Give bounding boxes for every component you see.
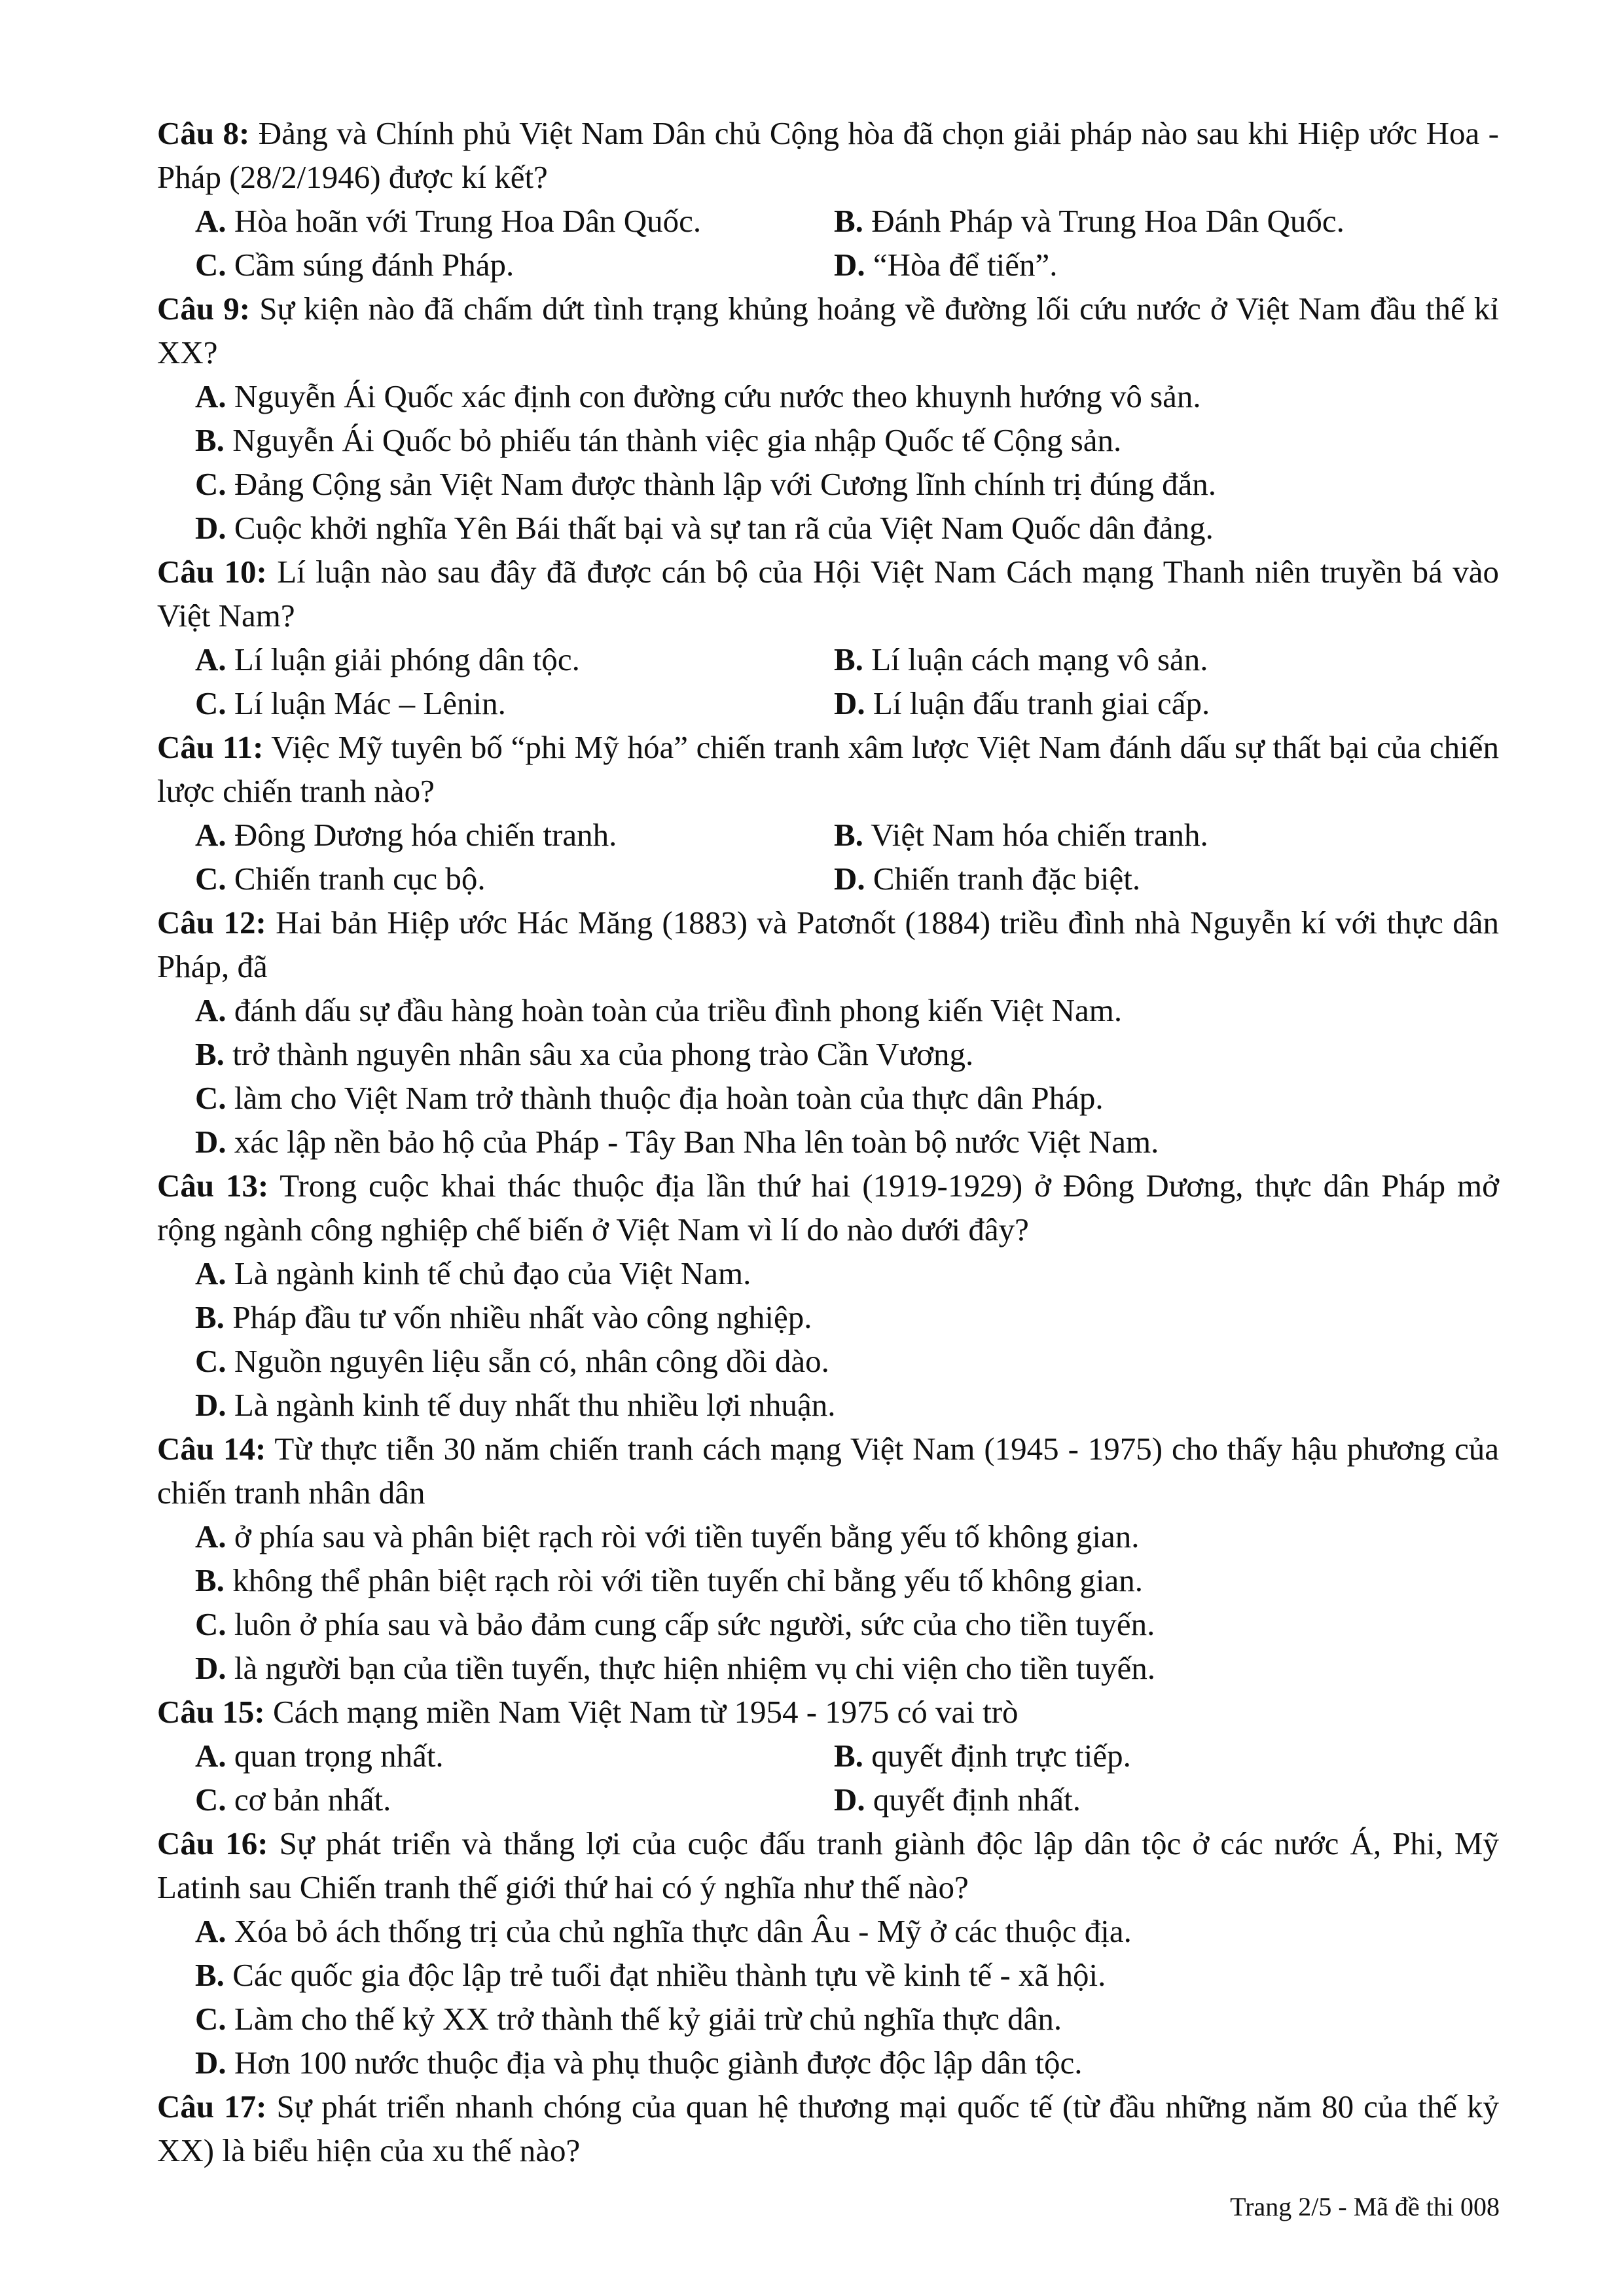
option-text: Lí luận giải phóng dân tộc. [226,641,580,677]
page-footer: Trang 2/5 - Mã đề thi 008 [1230,2192,1500,2221]
option-letter: D. [195,1124,226,1160]
question-stem [157,111,1499,199]
question-number: Câu 10: [157,554,267,590]
option-b [157,1953,1499,1997]
option-text: cơ bản nhất. [226,1782,391,1818]
question-16 [157,1821,1499,2085]
question-11 [157,725,1499,901]
option-text: Đảng Cộng sản Việt Nam được thành lập với Cương lĩnh chính trị đúng đắn. [226,466,1217,502]
question-stem [157,1427,1499,1515]
option-text: Nguyễn Ái Quốc bỏ phiếu tán thành việc gia nhập Quốc tế Cộng sản. [224,422,1122,458]
question-text: Lí luận nào sau đây đã được cán bộ của Hội Việt Nam Cách mạng Thanh niên truyền bá vào Việt Nam? [157,554,1499,634]
option-letter: C. [195,466,226,502]
option-letter: D. [834,247,865,283]
option-letter: C. [195,2001,226,2037]
option-text: quyết định nhất. [865,1782,1081,1818]
option-letter: B. [834,203,863,239]
exam-page [157,111,1499,2172]
option-d [834,857,1140,901]
question-stem [157,2085,1499,2172]
option-letter: B. [195,1036,225,1072]
option-b [157,1032,1499,1076]
option-a [195,1734,834,1778]
question-text: Hai bản Hiệp ước Hác Măng (1883) và Patơnốt (1884) triều đình nhà Nguyễn kí với thực dân Pháp, đã [157,905,1499,984]
option-text: đánh dấu sự đầu hàng hoàn toàn của triều đình phong kiến Việt Nam. [226,992,1123,1028]
option-text: Chiến tranh đặc biệt. [865,861,1141,897]
question-14 [157,1427,1499,1690]
option-d [834,1778,1081,1821]
question-number: Câu 13: [157,1168,269,1204]
option-text: Cuộc khởi nghĩa Yên Bái thất bại và sự tan rã của Việt Nam Quốc dân đảng. [226,510,1214,546]
option-letter: B. [834,817,863,853]
question-text: Sự phát triển và thắng lợi của cuộc đấu tranh giành độc lập dân tộc ở các nước Á, Phi, Mỹ Latinh sau Chiến tranh thế giới thứ hai có ý nghĩa như thế nào? [157,1825,1499,1905]
question-stem [157,1690,1499,1734]
question-text: Đảng và Chính phủ Việt Nam Dân chủ Cộng hòa đã chọn giải pháp nào sau khi Hiệp ước Hoa - Pháp (28/2/1946) được kí kết? [157,115,1499,195]
option-text: ở phía sau và phân biệt rạch ròi với tiền tuyến bằng yếu tố không gian. [226,1518,1140,1554]
option-letter: C. [195,861,226,897]
option-text: quan trọng nhất. [226,1738,444,1774]
option-text: Đánh Pháp và Trung Hoa Dân Quốc. [863,203,1344,239]
question-stem [157,725,1499,813]
option-text: Lí luận đấu tranh giai cấp. [865,685,1210,721]
question-8 [157,111,1499,287]
option-a [195,637,834,681]
options-row [157,1734,1499,1778]
option-c [157,462,1499,506]
option-c [157,1997,1499,2041]
question-text: Cách mạng miền Nam Việt Nam từ 1954 - 1975 có vai trò [264,1694,1019,1730]
option-c [195,243,834,287]
option-c [157,1339,1499,1383]
question-17 [157,2085,1499,2172]
question-number: Câu 12: [157,905,266,941]
option-letter: C. [195,1606,226,1642]
question-12 [157,901,1499,1164]
option-text: là người bạn của tiền tuyến, thực hiện nhiệm vụ chi viện cho tiền tuyến. [226,1650,1155,1686]
option-b [834,813,1208,857]
option-letter: B. [195,1562,225,1598]
option-d [157,1383,1499,1427]
option-text: Pháp đầu tư vốn nhiều nhất vào công nghiệp. [224,1299,812,1335]
option-letter: C. [195,1782,226,1818]
option-text: Các quốc gia độc lập trẻ tuổi đạt nhiều thành tựu về kinh tế - xã hội. [224,1957,1106,1993]
question-number: Câu 15: [157,1694,265,1730]
option-a [157,374,1499,418]
option-a [157,1251,1499,1295]
option-letter: A. [195,992,226,1028]
option-b [157,1295,1499,1339]
option-text: Việt Nam hóa chiến tranh. [863,817,1208,853]
option-text: quyết định trực tiếp. [863,1738,1131,1774]
option-text: Cầm súng đánh Pháp. [226,247,514,283]
option-letter: D. [195,2045,226,2081]
option-d [834,681,1210,725]
option-a [157,1515,1499,1558]
question-13 [157,1164,1499,1427]
question-9 [157,287,1499,550]
question-number: Câu 8: [157,115,250,151]
option-b [834,199,1344,243]
options-row [157,243,1499,287]
option-letter: D. [195,1650,226,1686]
options-row [157,857,1499,901]
option-text: trở thành nguyên nhân sâu xa của phong trào Cần Vương. [224,1036,974,1072]
option-b [834,637,1208,681]
option-text: Là ngành kinh tế duy nhất thu nhiều lợi nhuận. [226,1387,836,1423]
option-letter: A. [195,817,226,853]
question-text: Từ thực tiễn 30 năm chiến tranh cách mạng Việt Nam (1945 - 1975) cho thấy hậu phương của chiến tranh nhân dân [157,1431,1499,1511]
option-text: Hòa hoãn với Trung Hoa Dân Quốc. [226,203,702,239]
option-letter: B. [195,422,225,458]
option-letter: B. [834,1738,863,1774]
options-row [157,813,1499,857]
option-b [157,418,1499,462]
option-text: không thể phân biệt rạch ròi với tiền tuyến chỉ bằng yếu tố không gian. [224,1562,1143,1598]
option-letter: C. [195,685,226,721]
option-letter: B. [834,641,863,677]
question-text: Sự kiện nào đã chấm dứt tình trạng khủng hoảng về đường lối cứu nước ở Việt Nam đầu thế kỉ XX? [157,291,1499,370]
option-letter: A. [195,641,226,677]
question-text: Sự phát triển nhanh chóng của quan hệ thương mại quốc tế (từ đầu những năm 80 của thế kỷ XX) là biểu hiện của xu thế nào? [157,2089,1499,2168]
question-number: Câu 16: [157,1825,268,1861]
option-text: Nguyễn Ái Quốc xác định con đường cứu nước theo khuynh hướng vô sản. [226,378,1201,414]
option-text: Lí luận Mác – Lênin. [226,685,506,721]
option-text: Lí luận cách mạng vô sản. [863,641,1208,677]
options-row [157,199,1499,243]
option-text: Hơn 100 nước thuộc địa và phụ thuộc giành được độc lập dân tộc. [226,2045,1083,2081]
options-row [157,637,1499,681]
question-10 [157,550,1499,725]
option-c [157,1076,1499,1120]
option-text: luôn ở phía sau và bảo đảm cung cấp sức người, sức của cho tiền tuyến. [226,1606,1155,1642]
option-c [195,1778,834,1821]
option-letter: B. [195,1299,225,1335]
option-letter: A. [195,1518,226,1554]
option-text: Đông Dương hóa chiến tranh. [226,817,617,853]
option-d [157,1646,1499,1690]
question-stem [157,901,1499,988]
options-row [157,681,1499,725]
option-a [157,1909,1499,1953]
option-letter: D. [834,1782,865,1818]
question-number: Câu 11: [157,729,264,765]
option-text: Là ngành kinh tế chủ đạo của Việt Nam. [226,1255,751,1291]
option-letter: C. [195,1080,226,1116]
option-letter: A. [195,1738,226,1774]
option-text: Xóa bỏ ách thống trị của chủ nghĩa thực dân Âu - Mỹ ở các thuộc địa. [226,1913,1132,1949]
option-text: “Hòa để tiến”. [865,247,1058,283]
question-stem [157,1821,1499,1909]
option-b [157,1558,1499,1602]
option-letter: A. [195,1913,226,1949]
option-c [195,857,834,901]
option-a [157,988,1499,1032]
option-c [195,681,834,725]
option-d [834,243,1058,287]
option-letter: B. [195,1957,225,1993]
option-letter: D. [834,685,865,721]
question-number: Câu 17: [157,2089,267,2125]
option-letter: C. [195,247,226,283]
option-d [157,506,1499,550]
question-stem [157,550,1499,637]
option-text: xác lập nền bảo hộ của Pháp - Tây Ban Nha lên toàn bộ nước Việt Nam. [226,1124,1159,1160]
question-15 [157,1690,1499,1821]
question-text: Việc Mỹ tuyên bố “phi Mỹ hóa” chiến tranh xâm lược Việt Nam đánh dấu sự thất bại của chiến lược chiến tranh nào? [157,729,1499,809]
question-text: Trong cuộc khai thác thuộc địa lần thứ hai (1919-1929) ở Đông Dương, thực dân Pháp mở rộng ngành công nghiệp chế biến ở Việt Nam vì lí do nào dưới đây? [157,1168,1499,1247]
question-number: Câu 9: [157,291,251,327]
question-stem [157,287,1499,374]
option-letter: A. [195,203,226,239]
option-letter: D. [195,510,226,546]
options-row [157,1778,1499,1821]
option-c [157,1602,1499,1646]
question-stem [157,1164,1499,1251]
question-number: Câu 14: [157,1431,266,1467]
option-letter: D. [195,1387,226,1423]
option-letter: A. [195,378,226,414]
option-text: Chiến tranh cục bộ. [226,861,486,897]
option-d [157,2041,1499,2085]
option-letter: C. [195,1343,226,1379]
option-letter: A. [195,1255,226,1291]
option-b [834,1734,1131,1778]
option-a [195,813,834,857]
option-letter: D. [834,861,865,897]
option-d [157,1120,1499,1164]
option-text: Làm cho thế kỷ XX trở thành thế kỷ giải trừ chủ nghĩa thực dân. [226,2001,1062,2037]
option-text: làm cho Việt Nam trở thành thuộc địa hoàn toàn của thực dân Pháp. [226,1080,1104,1116]
option-text: Nguồn nguyên liệu sẵn có, nhân công dồi dào. [226,1343,829,1379]
option-a [195,199,834,243]
